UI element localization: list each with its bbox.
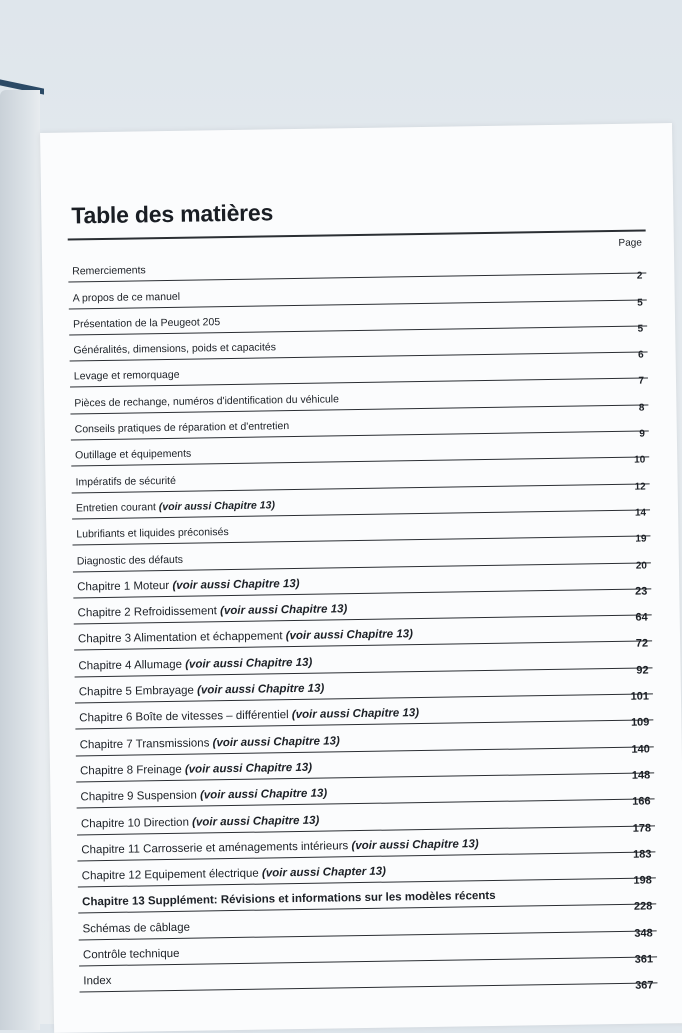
toc-entry-title: Conseils pratiques de réparation et d'entretien xyxy=(75,420,290,435)
toc-entry-page: 64 xyxy=(635,612,647,624)
toc-entry-title: Chapitre 8 Freinage xyxy=(80,764,185,778)
toc-entry-title: Chapitre 7 Transmissions xyxy=(80,737,213,751)
toc-entry-title: Chapitre 6 Boîte de vitesses – différentiel xyxy=(79,709,292,724)
toc-entry-note: (voir aussi Chapitre 13) xyxy=(185,762,312,776)
toc-entry-page: 348 xyxy=(634,927,653,939)
toc-entry-title: Entretien courant xyxy=(76,501,159,514)
toc-entry-title: Présentation de la Peugeot 205 xyxy=(73,316,220,330)
toc-entry-title: Outillage et équipements xyxy=(75,448,191,462)
toc-entry-title: A propos de ce manuel xyxy=(73,290,181,304)
toc-entry-page: 6 xyxy=(638,350,644,361)
toc-entry-title: Généralités, dimensions, poids et capacités xyxy=(73,341,276,356)
toc-entry-note: (voir aussi Chapitre 13) xyxy=(192,814,319,828)
toc-entry-page: 20 xyxy=(636,560,647,571)
toc-entry-note: (voir aussi Chapitre 13) xyxy=(292,707,419,721)
toc-entry-note: (voir aussi Chapitre 13) xyxy=(286,629,413,643)
toc-entry-note: (voir aussi Chapitre 13) xyxy=(197,683,324,697)
toc-entry-note: (voir aussi Chapitre 13) xyxy=(172,578,299,592)
book-page xyxy=(40,123,682,1033)
toc-entry-title: Chapitre 4 Allumage xyxy=(78,659,185,673)
book-spine xyxy=(0,90,40,1030)
toc-entry-note: (voir aussi Chapitre 13) xyxy=(200,788,327,802)
toc-entry-page: 19 xyxy=(635,534,646,545)
toc-entry-page: 9 xyxy=(639,429,645,440)
toc-entry-page: 166 xyxy=(632,796,651,808)
toc-entry-page: 8 xyxy=(639,402,645,413)
toc-entry-page: 367 xyxy=(635,980,654,992)
toc-entry-title: Chapitre 2 Refroidissement xyxy=(77,605,220,619)
toc-entry-title: Chapitre 1 Moteur xyxy=(77,580,172,593)
toc-entry-title: Index xyxy=(83,975,111,987)
toc-entry-title: Chapitre 3 Alimentation et échappement xyxy=(78,631,286,646)
toc-entry-title: Diagnostic des défauts xyxy=(77,553,183,567)
toc-entry-page: 12 xyxy=(634,481,645,492)
toc-entry-page: 183 xyxy=(633,848,652,860)
toc-entry-page: 5 xyxy=(637,297,643,308)
toc-entry-page: 109 xyxy=(631,717,650,729)
toc-entry-page: 7 xyxy=(638,376,644,387)
toc-entry-note: (voir aussi Chapitre 13) xyxy=(220,603,347,617)
toc-entry-page: 5 xyxy=(638,323,644,334)
toc-entry-page: 2 xyxy=(637,271,643,282)
toc-entry-title: Schémas de câblage xyxy=(82,921,190,935)
toc-entry-title: Chapitre 12 Equipement électrique xyxy=(82,868,262,883)
toc-entry-title: Remerciements xyxy=(72,265,146,278)
toc-entry-title: Levage et remorquage xyxy=(74,369,180,383)
toc-entry-title: Chapitre 11 Carrosserie et aménagements intérieurs xyxy=(81,840,351,856)
toc-entry-note: (voir aussi Chapitre 13) xyxy=(213,735,340,749)
toc-entry-note: (voir aussi Chapitre 13) xyxy=(185,657,312,671)
toc-entry-title: Pièces de rechange, numéros d'identification du véhicule xyxy=(74,393,339,409)
toc-entry-title: Impératifs de sécurité xyxy=(75,475,176,489)
title-rule xyxy=(68,229,646,240)
page-title: Table des matières xyxy=(71,199,273,229)
toc-entry-page: 10 xyxy=(634,455,645,466)
toc-entry-note: (voir aussi Chapitre 13) xyxy=(351,838,478,852)
table-of-contents xyxy=(68,247,657,992)
toc-entry-title: Chapitre 9 Suspension xyxy=(80,790,200,804)
toc-entry-title: Lubrifiants et liquides préconisés xyxy=(76,526,229,540)
toc-entry-page: 23 xyxy=(635,585,647,597)
toc-entry-title: Contrôle technique xyxy=(83,948,180,962)
toc-entry-title: Chapitre 13 Supplément: Révisions et informations sur les modèles récents xyxy=(82,890,496,908)
toc-entry-page: 92 xyxy=(636,664,648,676)
toc-entry-page: 198 xyxy=(633,875,652,887)
toc-entry-page: 72 xyxy=(636,638,648,650)
toc-entry-page: 14 xyxy=(635,507,646,518)
toc-entry-page: 148 xyxy=(632,769,651,781)
toc-entry-note: (voir aussi Chapitre 13) xyxy=(159,499,275,513)
toc-entry-page: 178 xyxy=(633,822,652,834)
toc-entry-page: 361 xyxy=(635,953,654,965)
toc-entry-page: 140 xyxy=(631,743,650,755)
toc-entry-note: (voir aussi Chapter 13) xyxy=(262,866,386,880)
toc-entry-title: Chapitre 10 Direction xyxy=(81,816,192,830)
toc-entry-title: Chapitre 5 Embrayage xyxy=(79,685,197,699)
toc-entry-page: 228 xyxy=(634,901,653,913)
toc-entry-page: 101 xyxy=(631,691,650,703)
page-column-header: Page xyxy=(618,238,642,249)
